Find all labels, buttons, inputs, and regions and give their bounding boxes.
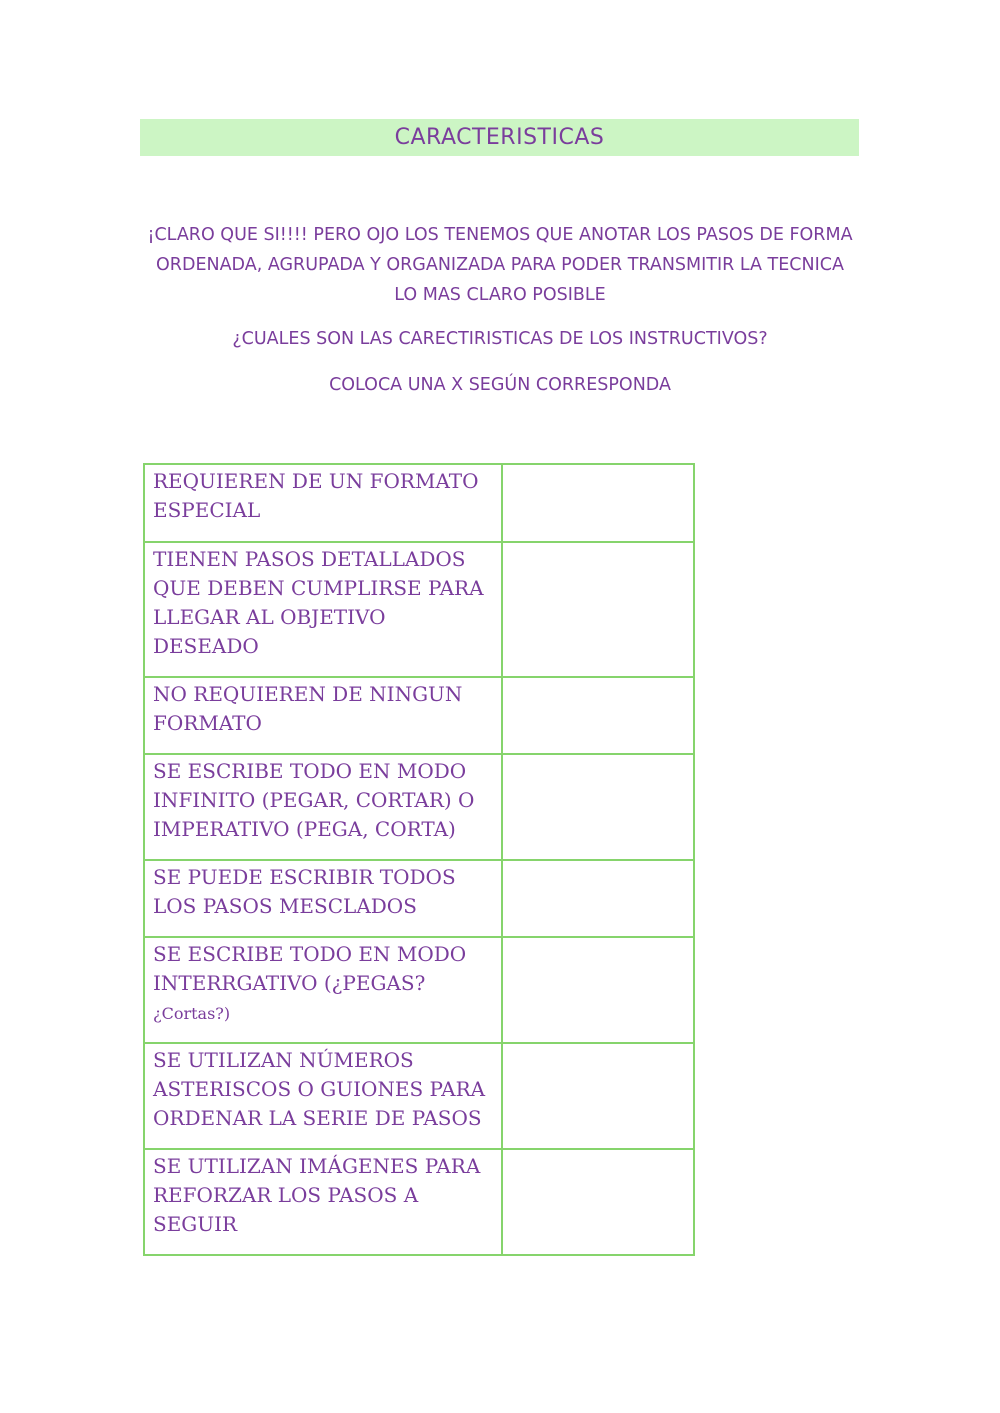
table-row (144, 860, 694, 937)
answer-cell[interactable] (502, 464, 694, 542)
answer-cell[interactable] (502, 1043, 694, 1149)
row-label: REQUIEREN DE UN FORMATO ESPECIAL (144, 464, 502, 542)
page-title: CARACTERISTICAS (394, 125, 605, 150)
answer-cell[interactable] (502, 937, 694, 1043)
table-row (144, 1043, 694, 1149)
instruction-text: COLOCA UNA X SEGÚN CORRESPONDA (329, 375, 671, 395)
row-label-extra: ¿Cortas?) (153, 1004, 231, 1023)
table-row (144, 937, 694, 1043)
row-label-main: SE ESCRIBE TODO EN MODO INTERRGATIVO (¿PEGAS? (153, 942, 467, 995)
row-label: SE ESCRIBE TODO EN MODO INFINITO (PEGAR, CORTAR) O IMPERATIVO (PEGA, CORTA) (144, 754, 502, 860)
answer-cell[interactable] (502, 542, 694, 677)
intro-paragraph: ¡CLARO QUE SI!!!! PERO OJO LOS TENEMOS QUE ANOTAR LOS PASOS DE FORMA ORDENADA, AGRUPADA Y ORGANIZADA PARA PODER TRANSMITIR LA TECNICA LO MAS CLARO POSIBLE (147, 225, 853, 305)
table-row (144, 1149, 694, 1255)
answer-cell[interactable] (502, 1149, 694, 1255)
row-label: TIENEN PASOS DETALLADOS QUE DEBEN CUMPLIRSE PARA LLEGAR AL OBJETIVO DESEADO (144, 542, 502, 677)
answer-cell[interactable] (502, 754, 694, 860)
row-label: SE UTILIZAN IMÁGENES PARA REFORZAR LOS PASOS A SEGUIR (144, 1149, 502, 1255)
table-row (144, 754, 694, 860)
table-row (144, 542, 694, 677)
answer-cell[interactable] (502, 677, 694, 754)
row-label: NO REQUIEREN DE NINGUN FORMATO (144, 677, 502, 754)
table-row (144, 677, 694, 754)
row-label: SE PUEDE ESCRIBIR TODOS LOS PASOS MESCLADOS (144, 860, 502, 937)
table-row (144, 464, 694, 542)
answer-cell[interactable] (502, 860, 694, 937)
question-text: ¿CUALES SON LAS CARECTIRISTICAS DE LOS INSTRUCTIVOS? (232, 329, 768, 349)
title-band (140, 119, 859, 156)
characteristics-table (143, 463, 695, 1256)
row-label (144, 937, 502, 1043)
row-label: SE UTILIZAN NÚMEROS ASTERISCOS O GUIONES PARA ORDENAR LA SERIE DE PASOS (144, 1043, 502, 1149)
